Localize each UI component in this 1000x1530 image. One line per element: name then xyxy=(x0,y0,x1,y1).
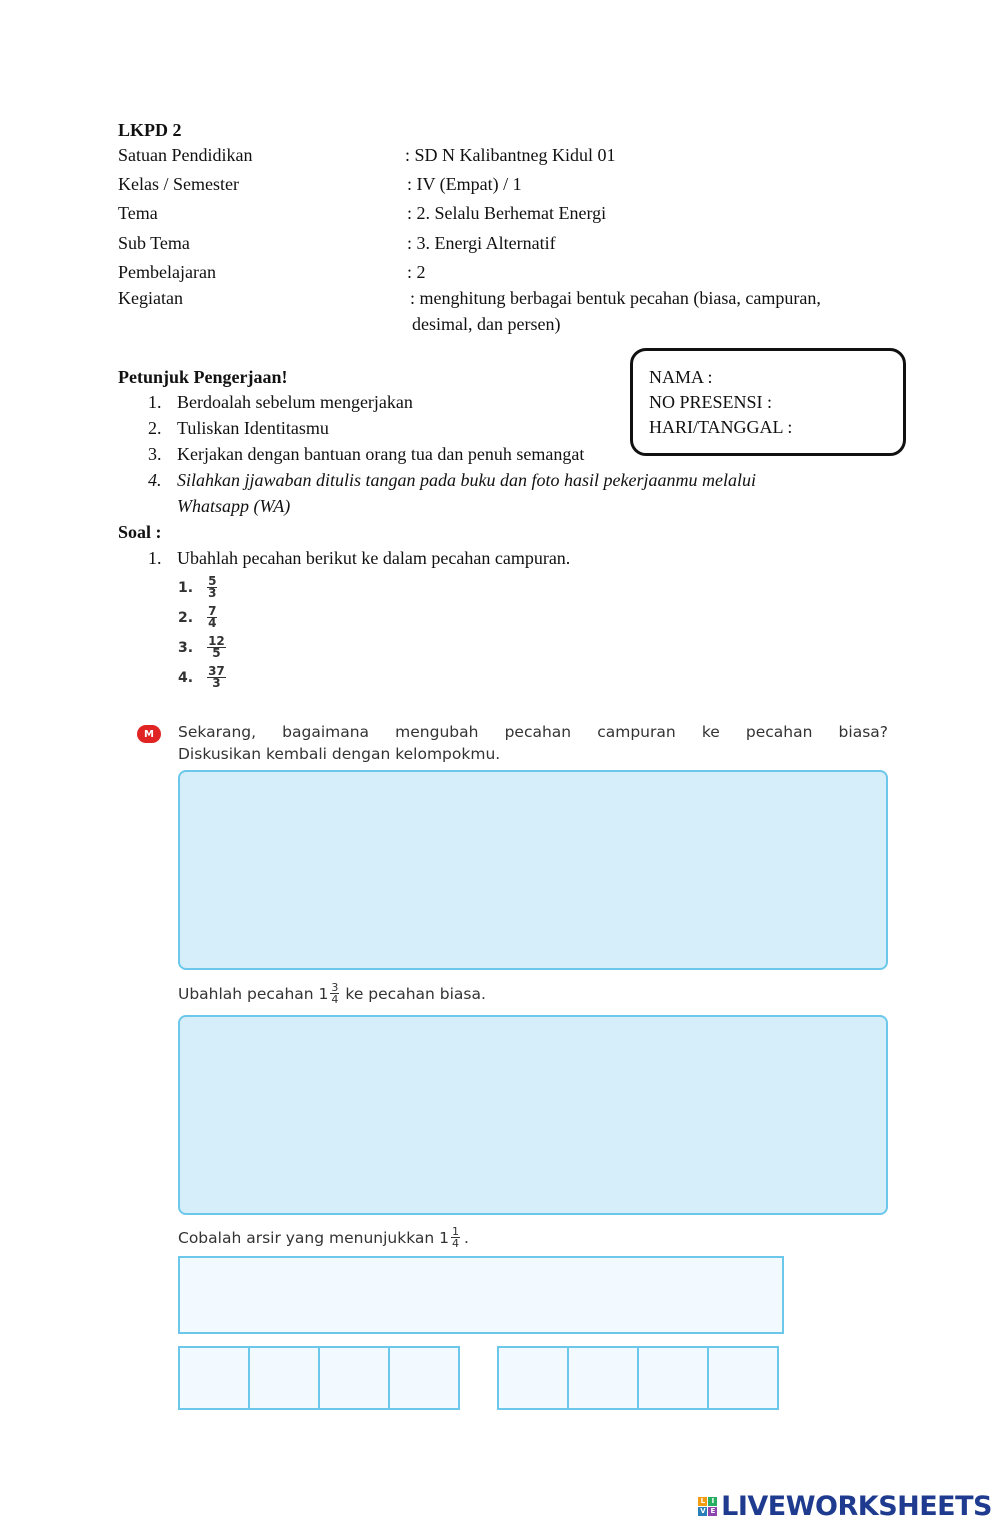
shade-cell[interactable] xyxy=(318,1346,390,1410)
fraction-3-4: $\frac{3}{4}$ xyxy=(331,981,339,1006)
task-prompt-line1: Sekarang, bagaimana mengubah pecahan campuran ke pecahan biasa? xyxy=(178,723,888,741)
shade-cell[interactable] xyxy=(497,1346,569,1410)
value-tema: : 2. Selalu Berhemat Energi xyxy=(407,203,607,223)
instruction-1: Berdoalah sebelum mengerjakan xyxy=(177,392,413,412)
fraction-index: 1. xyxy=(178,579,194,596)
value-satuan: : SD N Kalibantneg Kidul 01 xyxy=(405,145,616,165)
shade-cell[interactable] xyxy=(178,1346,250,1410)
shade-cell[interactable] xyxy=(248,1346,320,1410)
instructions-title: Petunjuk Pengerjaan! xyxy=(118,367,288,387)
shade-cell[interactable] xyxy=(637,1346,709,1410)
brand-text: LIVEWORKSHEETS xyxy=(721,1491,992,1522)
instruction-4: Silahkan jjawaban ditulis tangan pada buku dan foto hasil pekerjaanmu melalui xyxy=(177,470,756,490)
task-prompt-line2: Diskusikan kembali dengan kelompokmu. xyxy=(178,745,501,763)
label-subtema: Sub Tema xyxy=(118,233,190,253)
fraction-1-4: $\frac{1}{4}$ xyxy=(452,1225,460,1250)
fraction-item xyxy=(178,606,217,629)
value-subtema: : 3. Energi Alternatif xyxy=(407,233,556,253)
label-tema: Tema xyxy=(118,203,158,223)
fraction-item xyxy=(178,666,226,689)
shade-cell[interactable] xyxy=(567,1346,639,1410)
value-kelas: : IV (Empat) / 1 xyxy=(407,174,522,194)
fraction-index: 4. xyxy=(178,669,194,686)
value-pembelajaran: : 2 xyxy=(407,262,426,282)
fraction-37-3: $\frac{37}{3}$ xyxy=(208,664,225,690)
shade-cell[interactable] xyxy=(707,1346,779,1410)
identity-box xyxy=(630,348,906,456)
label-kelas: Kelas / Semester xyxy=(118,174,239,194)
worksheet-title: LKPD 2 xyxy=(118,120,182,140)
label-satuan: Satuan Pendidikan xyxy=(118,145,253,165)
fraction-5-3: $\frac{5}{3}$ xyxy=(208,574,217,600)
instruction-3: Kerjakan dengan bantuan orang tua dan penuh semangat xyxy=(177,444,585,464)
answer-box-convert[interactable] xyxy=(178,1015,888,1215)
shade-cell[interactable] xyxy=(388,1346,460,1410)
instruction-num-3: 3. xyxy=(148,444,162,464)
instruction-4-cont: Whatsapp (WA) xyxy=(177,496,291,516)
fraction-7-4: $\frac{7}{4}$ xyxy=(208,604,217,630)
value-kegiatan: : menghitung berbagai bentuk pecahan (biasa, campuran, xyxy=(410,288,821,308)
convert-prompt: Ubahlah pecahan 1 $\frac{3}{4}$ ke pecahan biasa. xyxy=(178,981,486,1006)
shade-grid-left xyxy=(178,1346,460,1410)
label-pembelajaran: Pembelajaran xyxy=(118,262,216,282)
liveworksheets-logo xyxy=(698,1491,992,1522)
name-field[interactable]: NAMA : xyxy=(649,367,713,387)
date-field[interactable]: HARI/TANGGAL : xyxy=(649,417,793,437)
instruction-num-2: 2. xyxy=(148,418,162,438)
question-1-num: 1. xyxy=(148,548,162,568)
m-badge: M xyxy=(137,725,161,743)
instruction-num-4: 4. xyxy=(148,470,162,490)
presensi-field[interactable]: NO PRESENSI : xyxy=(649,392,773,412)
fraction-item xyxy=(178,636,226,659)
soal-title: Soal : xyxy=(118,522,162,542)
fraction-item xyxy=(178,576,217,599)
answer-box-discussion[interactable] xyxy=(178,770,888,970)
fraction-index: 3. xyxy=(178,639,194,656)
brand-logo-icon: L I V E xyxy=(698,1497,717,1516)
shade-whole-bar[interactable] xyxy=(178,1256,784,1334)
question-1-text: Ubahlah pecahan berikut ke dalam pecahan campuran. xyxy=(177,548,571,568)
instruction-2: Tuliskan Identitasmu xyxy=(177,418,329,438)
shade-grid-right xyxy=(497,1346,779,1410)
shade-prompt: Cobalah arsir yang menunjukkan 1 $\frac{1}{4}$ . xyxy=(178,1225,469,1250)
value-kegiatan-cont: desimal, dan persen) xyxy=(412,314,561,334)
instruction-num-1: 1. xyxy=(148,392,162,412)
fraction-12-5: $\frac{12}{5}$ xyxy=(208,634,225,660)
label-kegiatan: Kegiatan xyxy=(118,288,183,308)
fraction-index: 2. xyxy=(178,609,194,626)
